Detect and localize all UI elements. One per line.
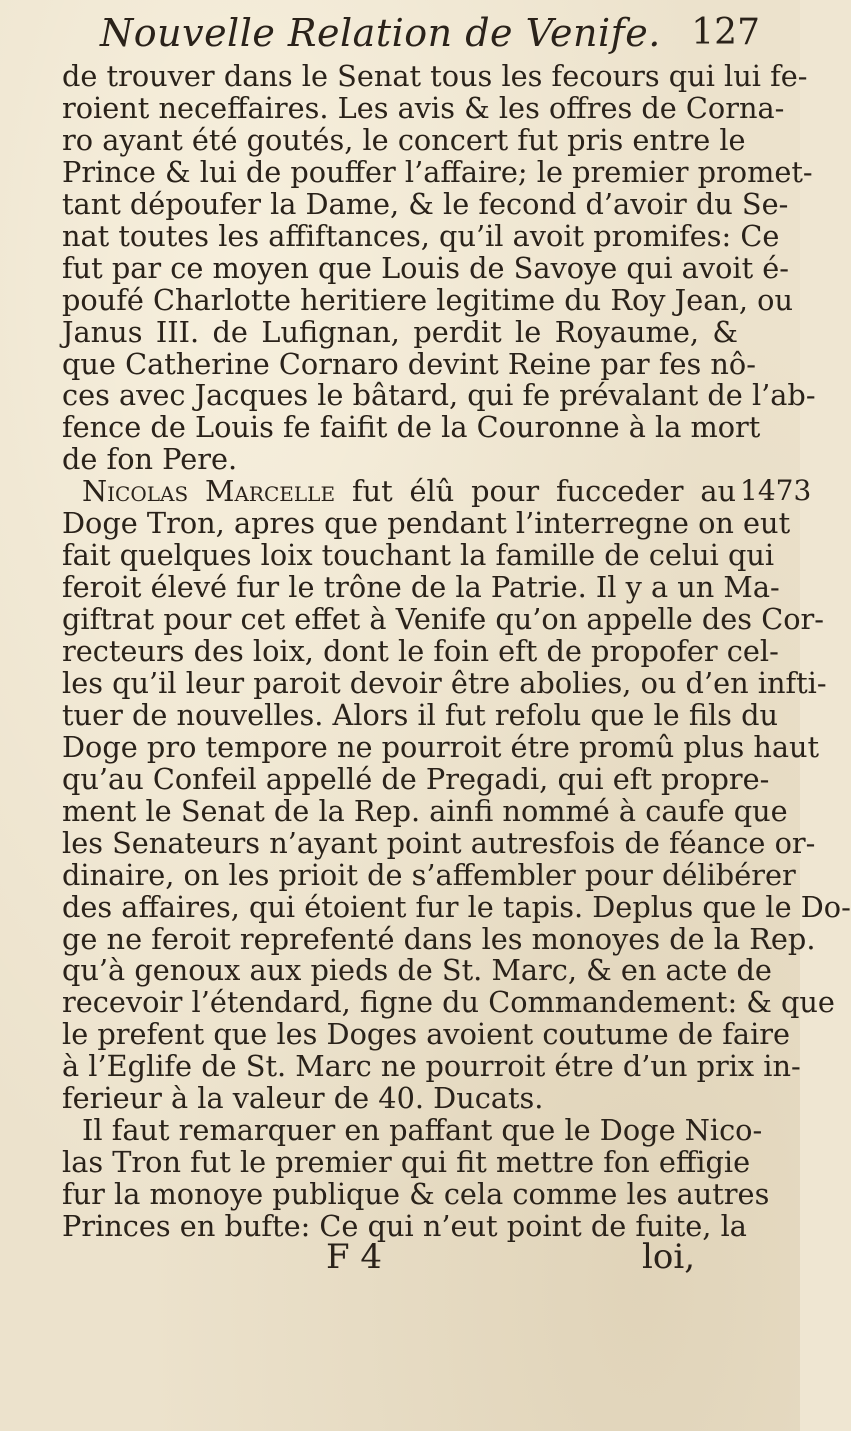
text-line: des affaires, qui étoient fur le tapis. Deplus que le Do- — [62, 890, 851, 924]
text-line: qu’au Confeil appellé de Pregadi, qui eft propre- — [62, 762, 770, 796]
text-line: de fon Pere. — [62, 442, 238, 476]
doge-name: Nicolas Marcelle — [82, 474, 336, 508]
text-line: qu’à genoux aux pieds de St. Marc, & en acte de — [62, 953, 772, 987]
text-line: Doge Tron, apres que pendant l’interregne on eut — [62, 506, 791, 540]
text-line: Janus III. de Lufignan, perdit le Royaume, & — [62, 315, 738, 349]
text-line: Prince & lui de pouffer l’affaire; le premier promet- — [62, 155, 813, 189]
text-line: Princes en bufte: Ce qui n’eut point de fuite, la — [62, 1209, 747, 1243]
text-line: que Catherine Cornaro devint Reine par fes nô- — [62, 347, 756, 381]
text-line: les Senateurs n’ayant point autresfois de féance or- — [62, 826, 816, 860]
text-line: feroit élevé fur le trône de la Patrie. Il y a un Ma- — [62, 570, 780, 604]
running-title: Nouvelle Relation de Venife. — [100, 11, 661, 55]
text-line: fait quelques loix touchant la famille de celui qui — [62, 538, 775, 572]
text-line: ment le Senat de la Rep. ainfi nommé à caufe que — [62, 794, 788, 828]
text-line: tant dépoufer la Dame, & le fecond d’avoir du Se- — [62, 187, 789, 221]
opening-line-rest: fut élû pour fucceder au — [351, 474, 737, 508]
text-line: de trouver dans le Senat tous les fecours qui lui fe- — [62, 59, 808, 93]
text-line: Il faut remarquer en paffant que le Doge Nico- — [82, 1113, 763, 1147]
margin-year: 1473 — [740, 474, 812, 507]
text-line: ferieur à la valeur de 40. Ducats. — [62, 1081, 544, 1115]
catchword: loi, — [642, 1237, 696, 1277]
text-line: roient neceffaires. Les avis & les offres de Corna- — [62, 91, 785, 125]
text-line: giftrat pour cet effet à Venife qu’on appelle des Cor- — [62, 602, 824, 636]
text-line: ces avec Jacques le bâtard, qui fe prévalant de l’ab- — [62, 378, 816, 412]
text-line: ro ayant été goutés, le concert fut pris entre le — [62, 123, 746, 157]
text-line: recteurs des loix, dont le foin eft de propofer cel- — [62, 634, 779, 668]
text-line: nat toutes les affiftances, qu’il avoit promifes: Ce — [62, 219, 780, 253]
page-header — [100, 8, 780, 58]
paragraph-opening-line — [82, 475, 736, 507]
text-line: le prefent que les Doges avoient coutume de faire — [62, 1017, 791, 1051]
page-number: 127 — [691, 12, 760, 53]
signature-mark: F 4 — [326, 1237, 383, 1277]
text-line: las Tron fut le premier qui fit mettre fon effigie — [62, 1145, 751, 1179]
text-line: Doge pro tempore ne pourroit étre promû plus haut — [62, 730, 820, 764]
text-line: ge ne feroit reprefenté dans les monoyes de la Rep. — [62, 922, 816, 956]
text-line: les qu’il leur paroit devoir être abolies, ou d’en infti- — [62, 666, 827, 700]
text-line: à l’Eglife de St. Marc ne pourroit étre d’un prix in- — [62, 1049, 801, 1083]
text-line: recevoir l’étendard, figne du Commandement: & que — [62, 985, 835, 1019]
text-line: poufé Charlotte heritiere legitime du Roy Jean, ou — [62, 283, 793, 317]
text-line: fut par ce moyen que Louis de Savoye qui avoit é- — [62, 251, 789, 285]
text-line: fur la monoye publique & cela comme les autres — [62, 1177, 770, 1211]
text-line: fence de Louis fe faifit de la Couronne à la mort — [62, 410, 761, 444]
text-line: tuer de nouvelles. Alors il fut refolu que le fils du — [62, 698, 778, 732]
text-line: dinaire, on les prioit de s’affembler pour délibérer — [62, 858, 796, 892]
